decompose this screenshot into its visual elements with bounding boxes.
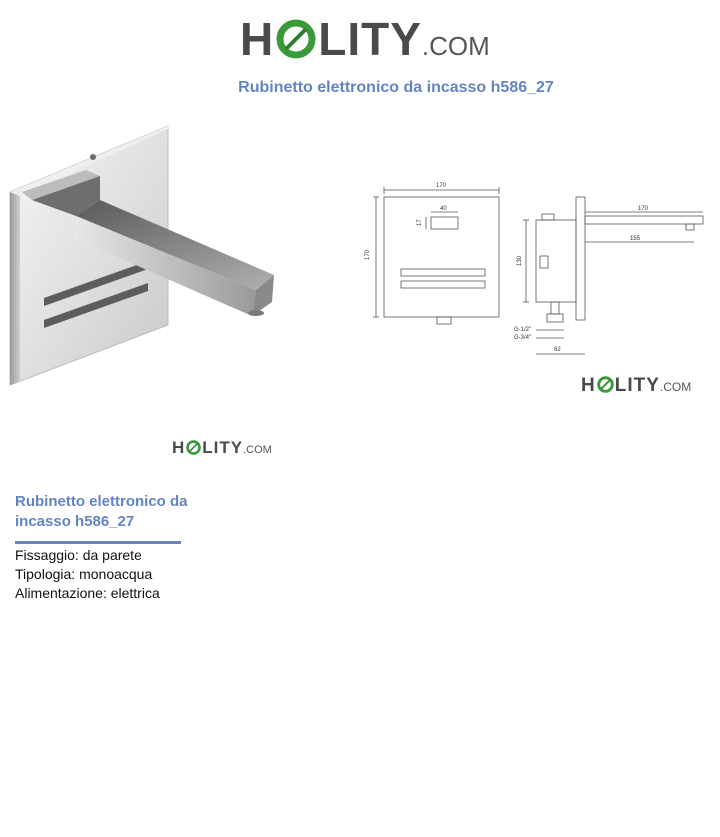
logo-letters: LITY (318, 13, 422, 65)
logo-letters: LITY (614, 375, 660, 396)
logo-domain: .COM (243, 444, 272, 456)
dim-box-h: 130 (517, 255, 523, 266)
dim-width-front: 170 (436, 183, 447, 189)
logo-letter-h: H (240, 13, 275, 65)
dim-depth: 62 (554, 347, 561, 353)
holity-logo-small (172, 438, 272, 460)
logo-letters: LITY (202, 438, 244, 457)
logo-ring-icon (276, 19, 316, 59)
spec-label: Fissaggio (15, 547, 75, 563)
dim-spout-reach: 155 (630, 236, 641, 242)
dim-spout-length: 170 (638, 206, 649, 212)
spec-row: Fissaggio: da parete (15, 547, 142, 563)
logo-domain: .COM (659, 380, 692, 394)
thread-label-1: G-1/2" (514, 327, 532, 333)
page-title: Rubinetto elettronico da incasso h586_27 (238, 79, 554, 96)
spec-label: Alimentazione (15, 585, 103, 601)
logo-domain: .COM (421, 31, 490, 61)
dim-sensor-h: 17 (417, 219, 423, 226)
dim-sensor: 40 (440, 206, 447, 212)
product-title: Rubinetto elettronico da incasso h586_27 (15, 493, 188, 530)
logo-ring-icon (186, 440, 201, 455)
logo-ring-icon (597, 376, 614, 393)
holity-logo[interactable] (240, 14, 490, 71)
spec-label: Tipologia (15, 566, 72, 582)
holity-logo-small (581, 374, 691, 398)
spec-row: Alimentazione: elettrica (15, 585, 160, 601)
product-photo (6, 120, 296, 390)
spec-row: Tipologia: monoacqua (15, 566, 153, 582)
title-underline (15, 541, 181, 544)
technical-drawing (364, 180, 720, 360)
thread-label-2: G-3/4" (514, 335, 532, 341)
dim-height-front: 170 (365, 249, 371, 260)
logo-letter-h: H (581, 375, 596, 396)
spec-value: monoacqua (79, 566, 153, 582)
spec-list (15, 546, 160, 603)
logo-letter-h: H (172, 438, 186, 457)
spec-value: elettrica (110, 585, 160, 601)
spec-value: da parete (82, 547, 142, 563)
